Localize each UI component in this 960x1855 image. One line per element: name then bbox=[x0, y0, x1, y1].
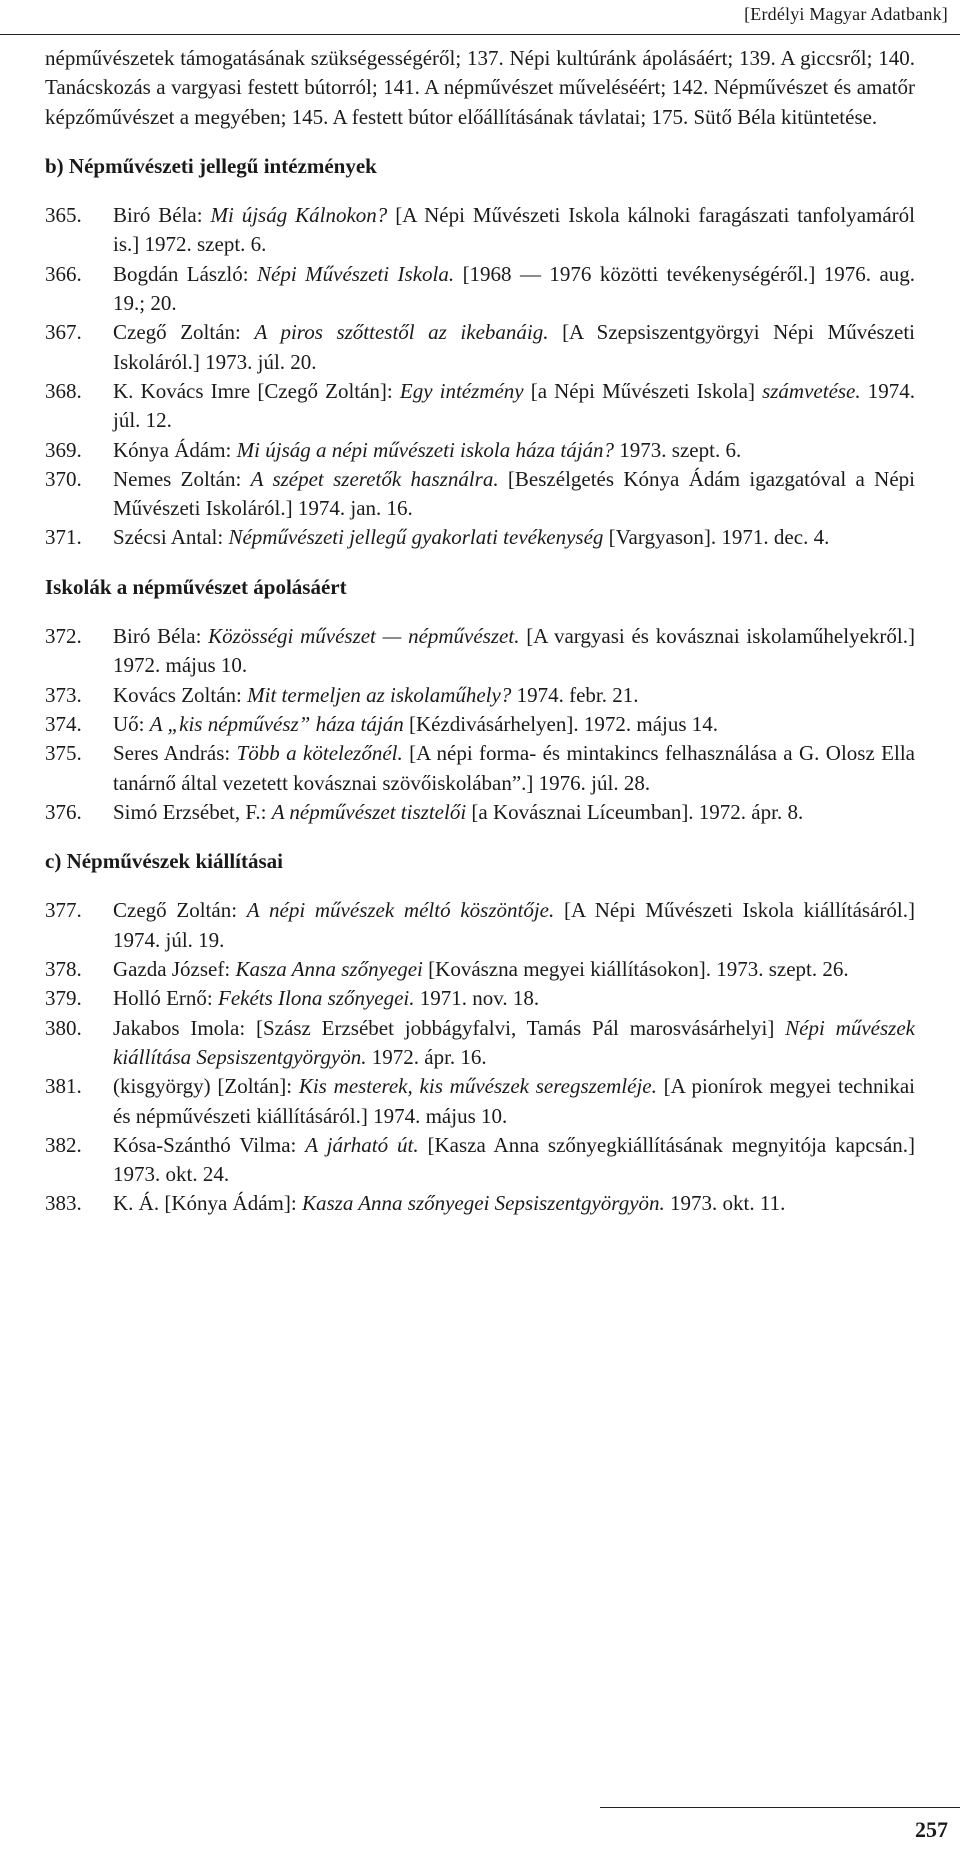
entry-text bbox=[113, 201, 915, 260]
entry-text bbox=[113, 318, 915, 377]
bibliography-entry bbox=[45, 260, 915, 319]
bibliography-entry bbox=[45, 739, 915, 798]
entry-text bbox=[113, 465, 915, 524]
entry-details: [Kézdivásárhelyen]. 1972. május 14. bbox=[403, 711, 719, 736]
entry-number: 368. bbox=[45, 378, 82, 403]
section-heading: c) Népművészek kiállításai bbox=[45, 849, 283, 874]
entry-details: [A Népi Művészeti Iskola kálnoki faragászati tanfolyamáról is.] 1972. szept. 6. bbox=[113, 203, 916, 257]
entry-number: 376. bbox=[45, 799, 82, 824]
bibliography-entry bbox=[45, 1072, 915, 1131]
entry-author: Kónya Ádám: bbox=[113, 437, 237, 462]
entry-title: A népi művészek méltó köszöntője. bbox=[246, 898, 555, 923]
entry-details: 1974. júl. 12. bbox=[113, 378, 915, 433]
entry-details: [Beszélgetés Kónya Ádám igazgatóval a Népi Művészeti Iskoláról.] 1974. jan. 16. bbox=[113, 466, 916, 521]
entry-title: Több a kötelezőnél. bbox=[236, 741, 403, 766]
entry-title: A népművészet tisztelői bbox=[271, 799, 467, 824]
entry-details: [A vargyasi és kovásznai iskolaműhelyekről.] 1972. május 10. bbox=[113, 624, 915, 678]
entry-details: 1974. febr. 21. bbox=[511, 682, 639, 707]
entry-number: 369. bbox=[45, 437, 82, 462]
entry-title: Mi újság a népi művészeti iskola háza táján? bbox=[236, 437, 615, 462]
page-number: 257 bbox=[915, 1817, 948, 1842]
bibliography-content bbox=[45, 44, 915, 1219]
entry-text bbox=[113, 739, 915, 798]
entry-text bbox=[113, 1189, 915, 1218]
entry-author: Czegő Zoltán: bbox=[113, 320, 255, 345]
bibliography-entry bbox=[45, 436, 915, 465]
entry-details: [A Szepsiszentgyörgyi Népi Művészeti Iskoláról.] 1973. júl. 20. bbox=[113, 320, 915, 374]
intro-paragraph: népművészetek támogatásának szükségességéről; 137. Népi kultúránk ápolásáért; 139. A giccsről; 140. Tanácskozás a vargyasi festett bútorról; 141. A népművészet műveléséért; 142. Népművészet és amatőr képzőművészet a megyében; 145. A festett bútor előállításának távlatai; 175. Sütő Béla kitüntetése. bbox=[45, 46, 915, 129]
entry-details: [1968 — 1976 közötti tevékenységéről.] 1976. aug. 19.; 20. bbox=[113, 261, 916, 316]
entry-number: 380. bbox=[45, 1015, 82, 1040]
entry-author: Czegő Zoltán: bbox=[113, 898, 247, 923]
entry-text bbox=[113, 1131, 915, 1190]
entry-text bbox=[113, 955, 915, 984]
entry-number: 378. bbox=[45, 957, 82, 982]
entry-text bbox=[113, 710, 915, 739]
bibliography-entry bbox=[45, 710, 915, 739]
entry-text bbox=[113, 1072, 915, 1131]
entry-text bbox=[113, 1014, 915, 1073]
entry-author: Biró Béla: bbox=[113, 203, 211, 228]
entry-title: Fekéts Ilona szőnyegei. bbox=[218, 986, 415, 1011]
entry-number: 375. bbox=[45, 741, 82, 766]
entry-text bbox=[113, 896, 915, 955]
bibliography-entry bbox=[45, 896, 915, 955]
entry-author: K. Á. [Kónya Ádám]: bbox=[113, 1191, 302, 1216]
entry-details: [a Népi Művészeti Iskola] bbox=[523, 378, 763, 403]
entry-title: Kis mesterek, kis művészek seregszemléje. bbox=[298, 1074, 657, 1099]
entry-number: 366. bbox=[45, 261, 82, 286]
bibliography-entry bbox=[45, 622, 915, 681]
bibliography-entry bbox=[45, 681, 915, 710]
bibliography-entry bbox=[45, 318, 915, 377]
entry-title: Közösségi művészet — népművészet. bbox=[208, 624, 520, 649]
entry-title: Népművészeti jellegű gyakorlati tevékenység bbox=[228, 525, 604, 550]
entry-text bbox=[113, 436, 915, 465]
entry-number: 372. bbox=[45, 624, 82, 649]
entry-details: [Vargyason]. 1971. dec. 4. bbox=[603, 525, 830, 550]
bibliography-entry bbox=[45, 523, 915, 552]
bibliography-entry bbox=[45, 465, 915, 524]
entry-number: 370. bbox=[45, 466, 82, 491]
entry-number: 379. bbox=[45, 986, 82, 1011]
entry-details: [A pionírok megyei technikai és népművészeti kiállításáról.] 1974. május 10. bbox=[113, 1074, 915, 1128]
entry-details: [Kasza Anna szőnyegkiállításának megnyitója kapcsán.] 1973. okt. 24. bbox=[113, 1132, 916, 1187]
entry-number: 381. bbox=[45, 1074, 82, 1099]
entry-author: Kósa-Szánthó Vilma: bbox=[113, 1132, 306, 1157]
entry-details: [A népi forma- és mintakincs felhasználása a G. Olosz Ella tanárnő által vezetett kovásznai szövőiskolában”.] 1976. júl. 28. bbox=[113, 741, 915, 795]
bibliography-entry bbox=[45, 984, 915, 1013]
bibliography-entry bbox=[45, 1189, 915, 1218]
entry-number: 383. bbox=[45, 1191, 82, 1216]
section-heading: Iskolák a népművészet ápolásáért bbox=[45, 574, 347, 599]
bibliography-entry bbox=[45, 1014, 915, 1073]
entry-title: számvetése. bbox=[762, 378, 861, 403]
bibliography-entry bbox=[45, 1131, 915, 1190]
entry-author: Nemes Zoltán: bbox=[113, 466, 251, 491]
entry-title: A járható út. bbox=[305, 1132, 419, 1157]
entry-author: Kovács Zoltán: bbox=[113, 682, 248, 707]
entry-title: A piros szőttestől az ikebanáig. bbox=[254, 320, 549, 345]
entry-text bbox=[113, 681, 915, 710]
entry-author: Gazda József: bbox=[113, 957, 236, 982]
entry-author: K. Kovács Imre [Czegő Zoltán]: bbox=[113, 378, 400, 403]
page-header: [Erdélyi Magyar Adatbank] bbox=[744, 4, 948, 24]
entry-details: 1971. nov. 18. bbox=[414, 986, 540, 1011]
bibliography-entry bbox=[45, 798, 915, 827]
entry-author: Holló Ernő: bbox=[113, 986, 218, 1011]
section-heading: b) Népművészeti jellegű intézmények bbox=[45, 153, 377, 178]
entry-title: Mit termeljen az iskolaműhely? bbox=[247, 682, 512, 707]
header-rule bbox=[0, 34, 960, 35]
entry-text bbox=[113, 798, 915, 827]
entry-title: Egy intézmény bbox=[399, 378, 524, 403]
entry-number: 373. bbox=[45, 682, 82, 707]
entry-title: A „kis népművész” háza táján bbox=[149, 711, 404, 736]
bibliography-entry bbox=[45, 201, 915, 260]
entry-title: Kasza Anna szőnyegei Sepsiszentgyörgyön. bbox=[301, 1191, 665, 1216]
entry-title: Népi Művészeti Iskola. bbox=[257, 261, 455, 286]
entry-number: 374. bbox=[45, 711, 82, 736]
entry-number: 382. bbox=[45, 1132, 82, 1157]
entry-title: Kasza Anna szőnyegei bbox=[235, 957, 423, 982]
bibliography-entry bbox=[45, 377, 915, 436]
entry-details: [a Kovásznai Líceumban]. 1972. ápr. 8. bbox=[466, 799, 804, 824]
entry-details: [A Népi Művészeti Iskola kiállításáról.] 1974. júl. 19. bbox=[113, 898, 915, 952]
entry-details: 1973. szept. 6. bbox=[614, 437, 742, 462]
entry-number: 365. bbox=[45, 203, 82, 228]
entry-details: 1972. ápr. 16. bbox=[366, 1044, 487, 1069]
entry-text bbox=[113, 377, 915, 436]
footer-rule bbox=[600, 1807, 960, 1808]
entry-number: 367. bbox=[45, 320, 82, 345]
entry-text bbox=[113, 984, 915, 1013]
entry-author: Jakabos Imola: [Szász Erzsébet jobbágyfalvi, Tamás Pál marosvásárhelyi] bbox=[113, 1015, 786, 1040]
entry-author: Szécsi Antal: bbox=[113, 525, 229, 550]
sections-container bbox=[45, 152, 915, 1219]
entry-number: 377. bbox=[45, 898, 82, 923]
entry-details: 1973. okt. 11. bbox=[664, 1191, 786, 1216]
entry-details: [Kovászna megyei kiállításokon]. 1973. szept. 26. bbox=[422, 957, 849, 982]
entry-title: Népi művészek kiállítása Sepsiszentgyörgyön. bbox=[113, 1015, 915, 1069]
entry-author: (kisgyörgy) [Zoltán]: bbox=[113, 1074, 299, 1099]
bibliography-entry bbox=[45, 955, 915, 984]
entry-text bbox=[113, 523, 915, 552]
entry-text bbox=[113, 260, 915, 319]
entry-title: A szépet szeretők használra. bbox=[250, 466, 499, 491]
entry-author: Biró Béla: bbox=[113, 624, 209, 649]
entry-title: Mi újság Kálnokon? bbox=[210, 203, 388, 228]
entry-text bbox=[113, 622, 915, 681]
entry-author: Bogdán László: bbox=[113, 261, 258, 286]
entry-author: Simó Erzsébet, F.: bbox=[113, 799, 272, 824]
entry-author: Seres András: bbox=[113, 741, 237, 766]
entry-author: Uő: bbox=[113, 711, 150, 736]
entry-number: 371. bbox=[45, 525, 82, 550]
